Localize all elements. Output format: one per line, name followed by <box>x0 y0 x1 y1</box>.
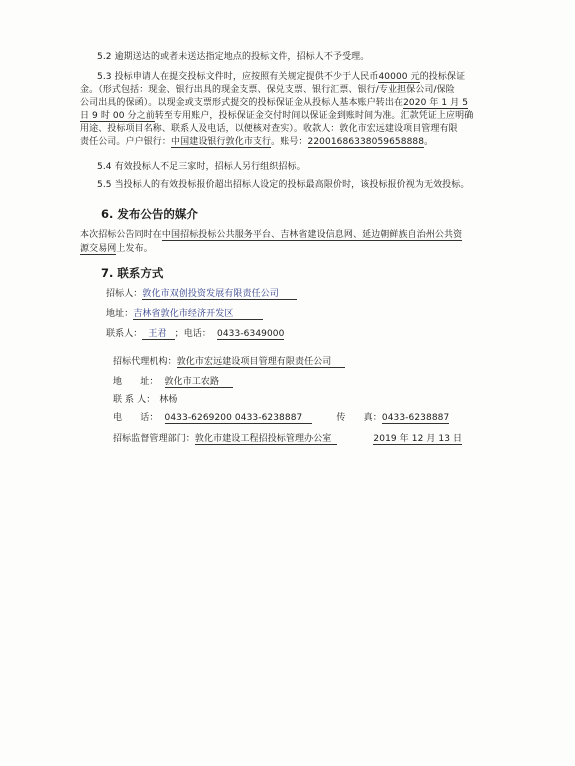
tenderer-phone: 0433-6349000 <box>217 329 285 339</box>
agency-phone: 0433-6269200 0433-6238887 <box>165 413 313 424</box>
agency-name: 敦化市宏远建设项目管理有限责任公司 <box>177 357 346 368</box>
tenderer-contact: 王君 <box>142 329 174 340</box>
account-number: 22001686338059658888 <box>307 137 425 147</box>
tenderer-row: 招标人：敦化市双创投资发展有限责任公司 <box>106 288 297 300</box>
agency-address: 敦化市工农路 <box>165 377 234 388</box>
agency-address-row: 地 址： 敦化市工农路 <box>113 376 233 388</box>
section-6-line-1: 本次招标公告同时在中国招标投标公共服务平台、吉林省建设信息网、延边朝鲜族自治州公共资 <box>80 230 463 240</box>
media-list: 中国招标投标公共服务平台、吉林省建设信息网、延边朝鲜族自治州公共资 <box>161 230 463 240</box>
clause-5-3-line-3: 公司出具的保函）。以现金或支票形式提交的投标保证金从投标人基本账户转出在2020 年 1 月 5 <box>80 98 469 108</box>
clause-5-3-line-5: 用途、投标项目名称、联系人及电话，以便核对查实）。收款人：敦化市宏远建设项目管理有限 <box>80 124 458 134</box>
agency-contact-row: 联 系 人： 林杨 <box>113 395 178 405</box>
agency-fax: 0433-6238887 <box>381 413 450 423</box>
agency-contact: 林杨 <box>159 395 178 405</box>
clause-5-3-line-4: 日 9 时 00 分之前转至专用账户，投标保证金交付时间以保证金到账时间为准。汇款凭证上应明确 <box>80 111 474 121</box>
agency-phone-row: 电 话： 0433-6269200 0433-6238887 传 真：0433-6238887 <box>113 413 450 423</box>
bank-name: 中国建设银行敦化市支行 <box>171 137 272 147</box>
section-6-line-2: 源交易网上发布。 <box>80 244 153 254</box>
clause-5-2: 5.2 逾期送达的或者未送达指定地点的投标文件，招标人不予受理。 <box>97 52 370 62</box>
clause-5-5: 5.5 当投标人的有效投标报价超出招标人设定的投标最高限价时，该投标报价视为无效投标。 <box>97 180 470 190</box>
section-6-heading: 6. 发布公告的媒介 <box>101 207 198 221</box>
tenderer-contact-row: 联系人： 王君 ；电话： 0433-6349000 <box>106 329 285 339</box>
clause-5-3-line-2: 金。（形式包括：现金、银行出具的现金支票、保兑支票、银行汇票、银行/专业担保公司/保险 <box>80 85 455 95</box>
clause-5-3-line-1: 5.3 投标申请人在提交投标文件时，应按照有关规定提供不少于人民币40000 元的投标保证 <box>97 72 466 82</box>
tenderer-address: 吉林省敦化市经济开发区 <box>133 309 263 320</box>
tenderer-address-row: 地址：吉林省敦化市经济开发区 <box>106 308 263 320</box>
tenderer-name: 敦化市双创投资发展有限责任公司 <box>142 289 297 300</box>
bond-amount: 40000 元 <box>378 72 420 82</box>
section-7-heading: 7. 联系方式 <box>101 266 164 280</box>
clause-5-4: 5.4 有效投标人不足三家时，招标人另行组织招标。 <box>97 162 306 172</box>
media-list-cont: 源交易网 <box>80 244 117 254</box>
issue-date: 2019 年 12 月 13 日 <box>373 434 463 444</box>
deadline-time: 日 9 时 00 分之前 <box>80 111 155 121</box>
supervisor-name: 敦化市建设工程招投标管理办公室 <box>195 434 338 445</box>
supervisor-row: 招标监督管理部门：敦化市建设工程招投标管理办公室 2019 年 12 月 13 日 <box>113 434 463 444</box>
agency-row: 招标代理机构：敦化市宏远建设项目管理有限责任公司 <box>113 356 345 368</box>
deadline-date: 2020 年 1 月 5 <box>403 98 469 108</box>
clause-5-3-line-6: 责任公司。户户银行：中国建设银行敦化市支行。账号：22001686338059658888。 <box>80 137 434 147</box>
